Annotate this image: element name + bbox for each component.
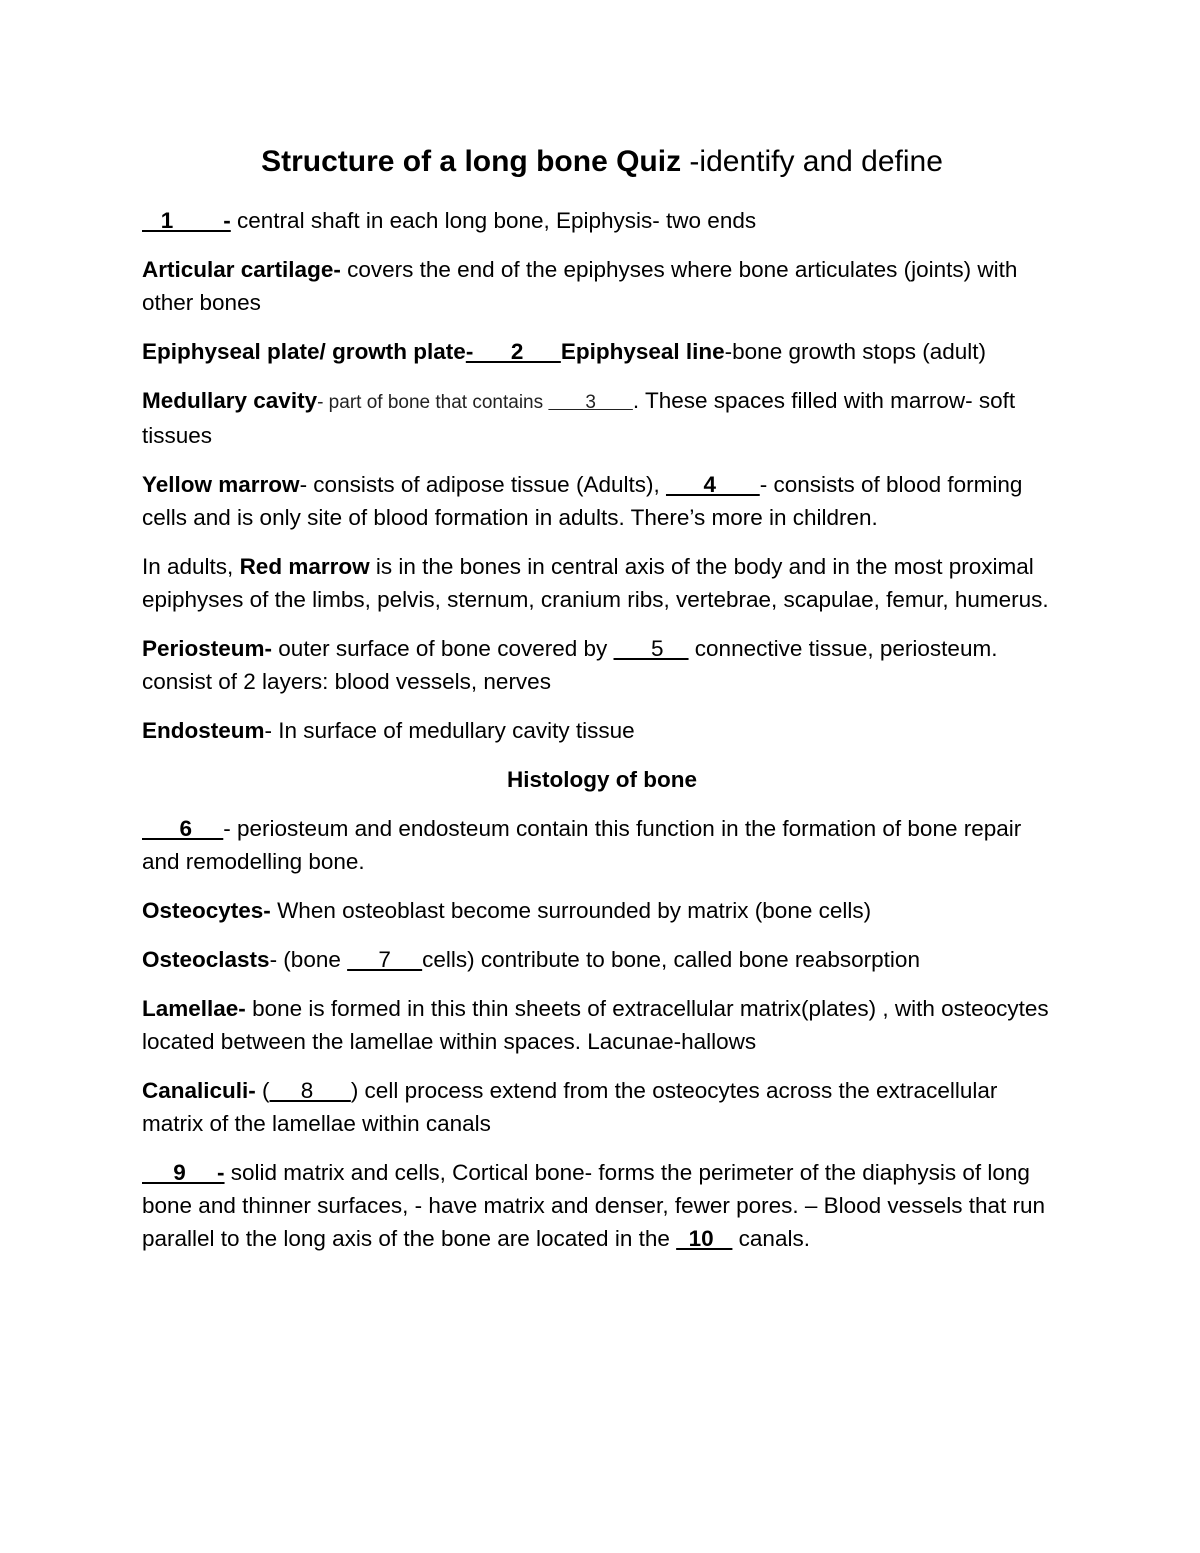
paragraph-canaliculi [142,1074,1062,1140]
term: Yellow marrow [142,472,300,497]
paragraph-endosteum [142,714,1062,747]
term: Endosteum [142,718,265,743]
paragraph-text: is in the bones in central axis of the body and in the most proximal epiphyses of the limbs, pelvis, sternum, cranium ribs, vertebrae, scapulae, femur, humerus. [142,554,1049,612]
paragraph-text: canals. [732,1226,810,1251]
paragraph-diaphysis [142,204,1062,237]
paragraph-text: - In surface of medullary cavity tissue [264,718,635,743]
blank-2: - 2 [465,339,561,364]
paragraph-compact-bone [142,1156,1062,1255]
document-title [142,140,1062,184]
paragraph-text: When osteoblast become surrounded by matrix (bone cells) [270,898,872,923]
heading-text: Histology of bone [507,767,697,792]
term: Epiphyseal plate/ growth plate [142,339,466,364]
title-bold: Structure of a long bone Quiz [261,145,682,178]
blank-8: 8 [269,1078,351,1103]
paragraph-text: -bone growth stops (adult) [724,339,987,364]
term: Osteocytes- [142,898,271,923]
paragraph-text: cells) contribute to bone, called bone reabsorption [422,947,920,972]
paragraph-text: - (bone [269,947,348,972]
paragraph-articular-cartilage [142,253,1062,319]
term: Articular cartilage- [142,257,341,282]
paragraph-text: bone is formed in this thin sheets of extracellular matrix(plates) , with osteocytes located between the lamellae within spaces. Lacunae-hallows [142,996,1049,1054]
paragraph-text: - consists of adipose tissue (Adults), [299,472,666,497]
paragraph-text: - periosteum and endosteum contain this function in the formation of bone repair and remodelling bone. [142,816,1022,874]
term: Canaliculi- [142,1078,256,1103]
paragraph-text: connective tissue, periosteum. consist of 2 layers: blood vessels, nerves [142,636,998,694]
blank-5: 5 [613,636,689,661]
blank-3: 3 [548,392,633,413]
title-rest: -identify and define [681,145,943,178]
term: Epiphyseal line [560,339,725,364]
term: Medullary cavity [142,388,318,413]
paragraph-red-marrow [142,550,1062,616]
blank-1: 1 - [142,208,231,233]
paragraph-text: outer surface of bone covered by [272,636,614,661]
paragraph-text: ) cell process extend from the osteocytes across the extracellular matrix of the lamellae within canals [142,1078,998,1136]
paragraph-periosteum [142,632,1062,698]
paragraph-osteoblasts [142,812,1062,878]
section-heading [142,763,1062,796]
paragraph-text: ( [255,1078,270,1103]
blank-6: 6 [142,816,224,841]
paragraph-medullary-cavity [142,384,1062,452]
paragraph-epiphyseal-plate [142,335,1062,368]
paragraph-yellow-marrow [142,468,1062,534]
blank-9: 9 - [142,1160,225,1185]
paragraph-small-text: - part of bone that contains [317,392,549,413]
blank-7: 7 [347,947,423,972]
document-page [142,140,1062,1271]
paragraph-osteocytes [142,894,1062,927]
paragraph-text: central shaft in each long bone, Epiphysis- two ends [230,208,757,233]
paragraph-text: - consists of blood forming cells and is only site of blood formation in adults. There’s more in children. [142,472,1023,530]
term: Lamellae- [142,996,246,1021]
blank-4: 4 [665,472,760,497]
paragraph-text: solid matrix and cells, Cortical bone- forms the perimeter of the diaphysis of long bone and thinner surfaces, - have matrix and denser, fewer pores. – Blood vessels that run parallel to the long axis of the bone are located in the [142,1160,1046,1251]
paragraph-osteoclasts [142,943,1062,976]
paragraph-text: covers the end of the epiphyses where bone articulates (joints) with other bones [142,257,1018,315]
term: Osteoclasts [142,947,270,972]
paragraph-text: In adults, [142,554,240,579]
paragraph-text: . These spaces filled with marrow- soft tissues [142,388,1016,448]
term: Red marrow [239,554,370,579]
paragraph-lamellae [142,992,1062,1058]
blank-10: 10 [676,1226,733,1251]
term: Periosteum- [142,636,273,661]
